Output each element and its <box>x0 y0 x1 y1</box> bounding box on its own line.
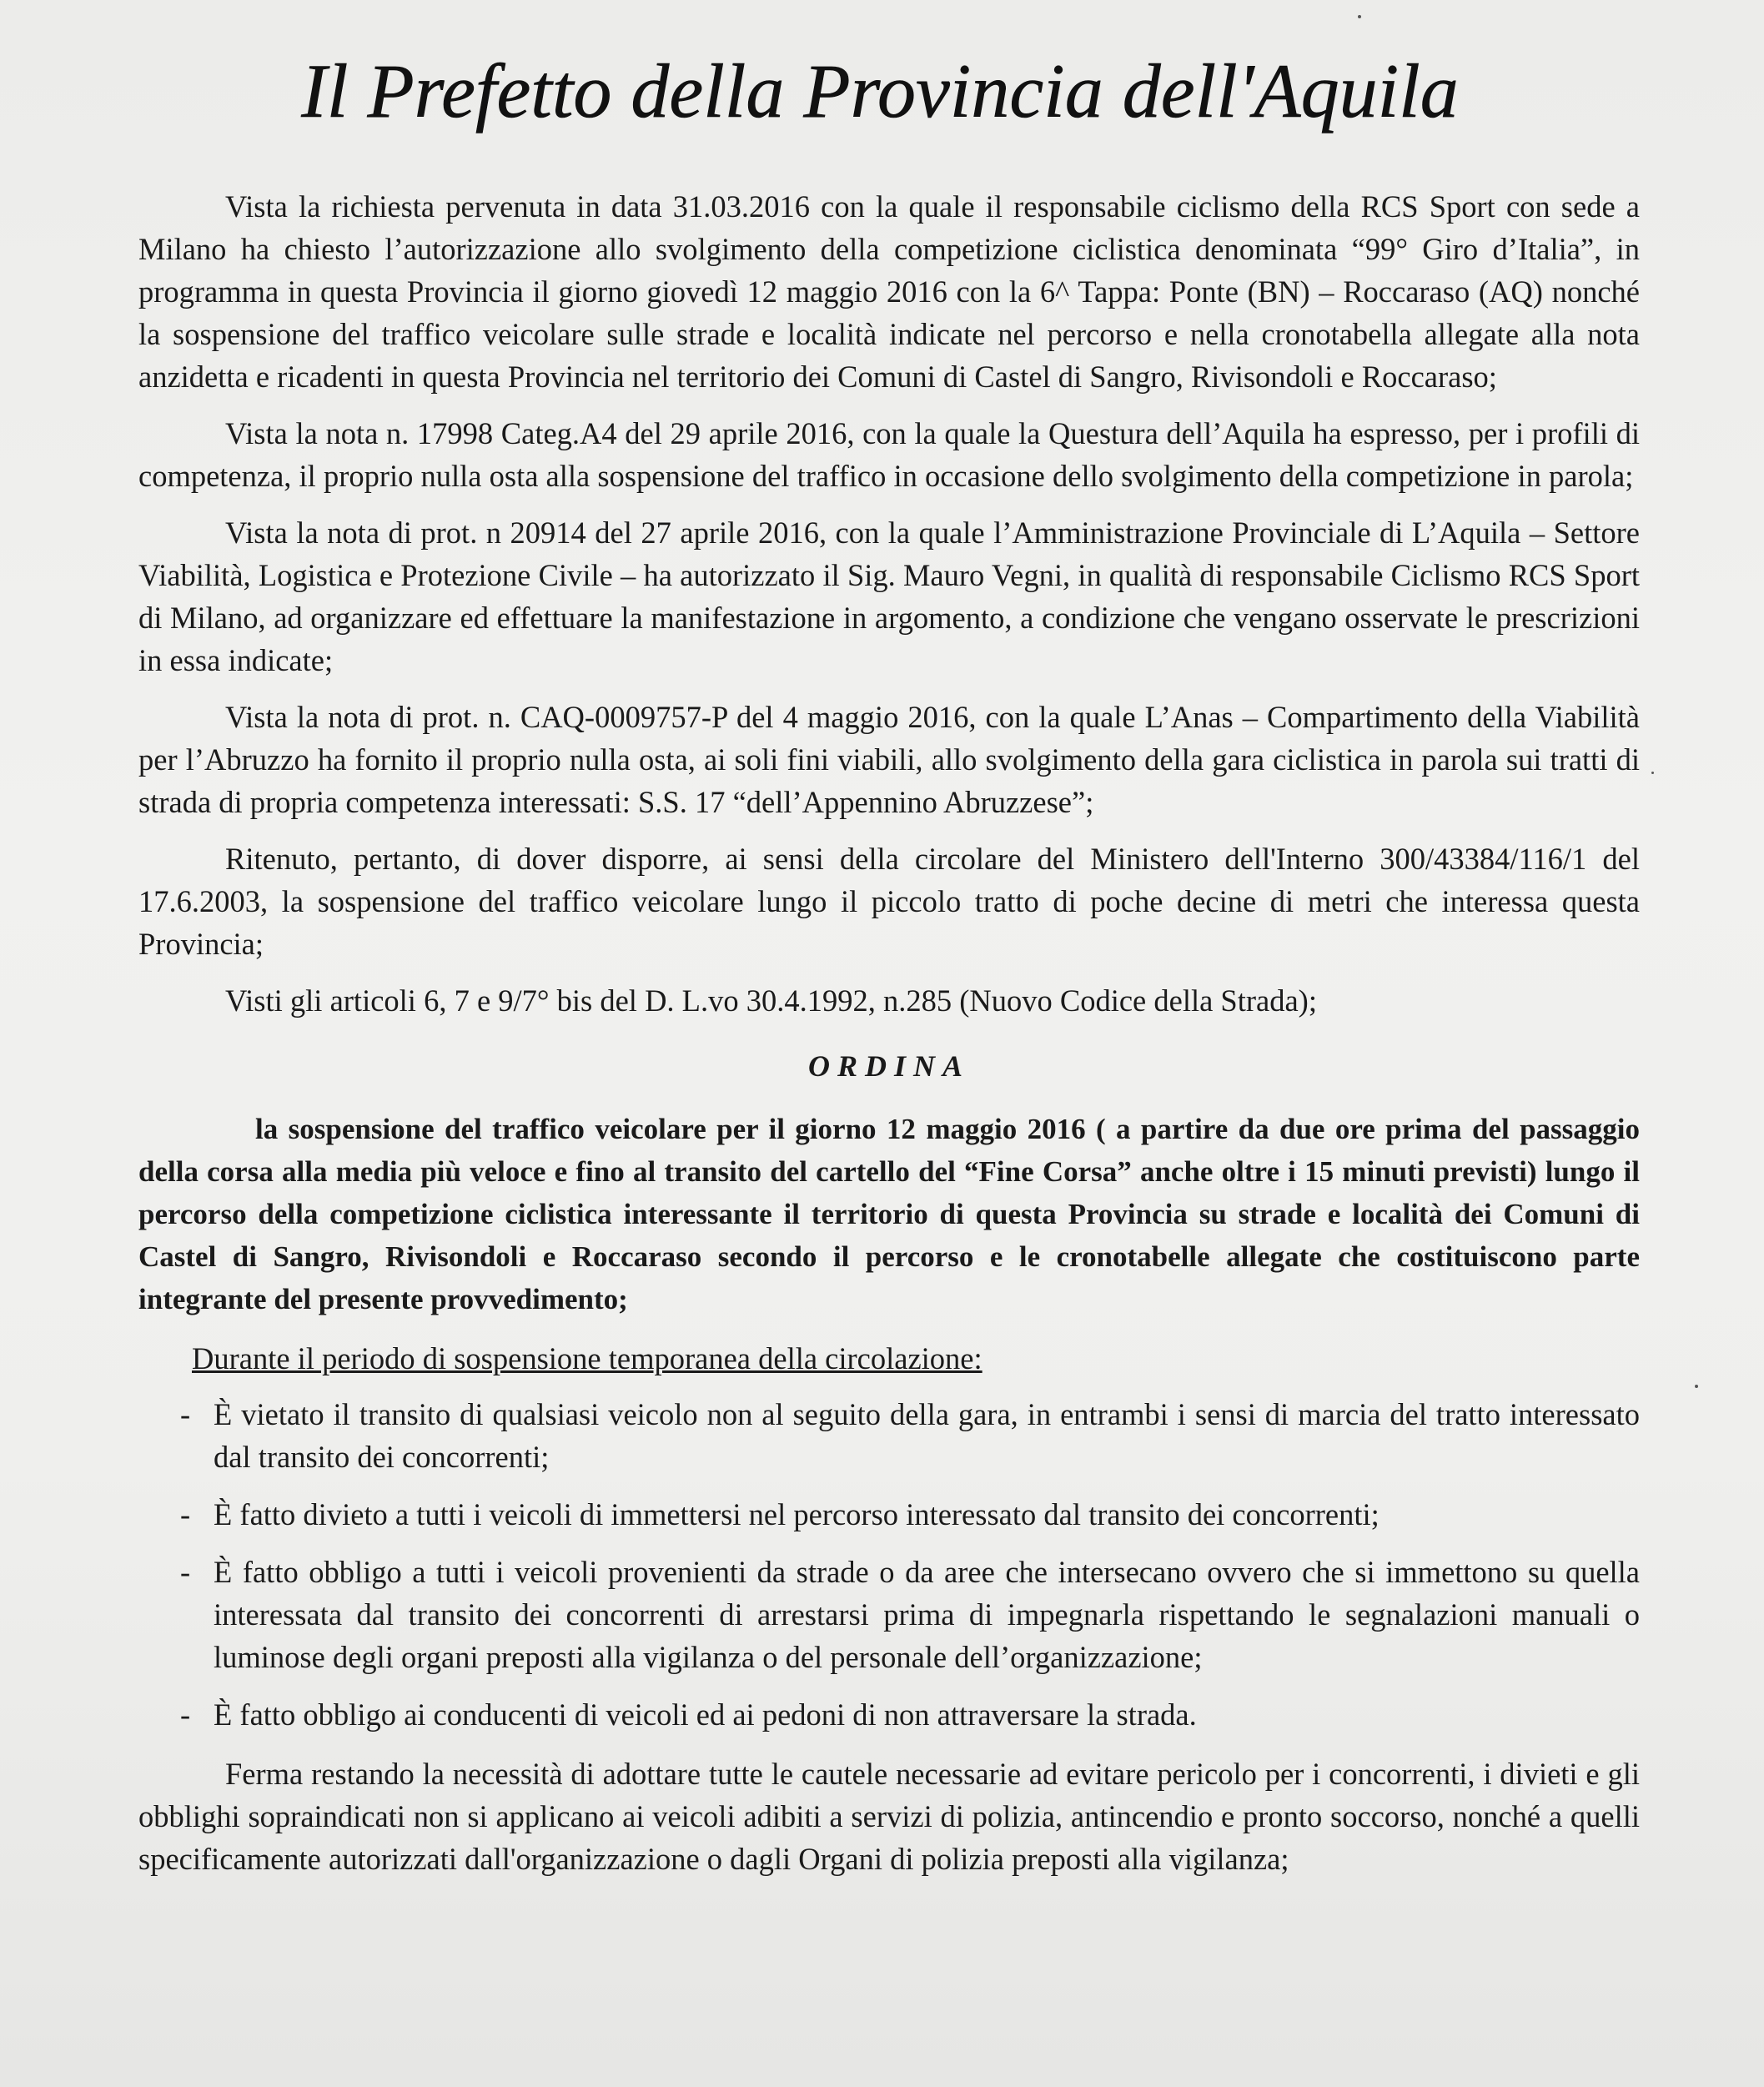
paragraph-amministrazione: Vista la nota di prot. n 20914 del 27 aprile 2016, con la quale l’Amministrazione Provinciale di L’Aquila – Settore Viabilità, Logistica e Protezione Civile – ha autorizzato il Sig. Mauro Vegni, in qualità di responsabile Ciclismo RCS Sport di Milano, ad organizzare ed effettuare la manifestazione in argomento, a condizione che vengano osservate le prescrizioni in essa indicate; <box>138 515 1640 677</box>
list-item <box>180 1393 1640 1478</box>
bullet-dash: - <box>180 1397 191 1431</box>
list-item <box>180 1493 1640 1536</box>
bullet-dash: - <box>180 1697 191 1732</box>
paper-speck <box>1695 1385 1698 1388</box>
document-body <box>138 185 1640 1911</box>
ordina-text: la sospensione del traffico veicolare per il giorno 12 maggio 2016 ( a partire da due ore prima del passaggio della corsa alla media più veloce e fino al transito del cartello del “Fine Corsa” anche oltre i 15 minuti previsti) lungo il percorso della competizione ciclistica interessante il territorio di questa Provincia su strade e località dei Comuni di Castel di Sangro, Rivisondoli e Roccaraso secondo il percorso e le cronotabelle allegate che costituiscono parte integrante del presente provvedimento; <box>138 1113 1640 1315</box>
list-item-text: È fatto obbligo a tutti i veicoli provenienti da strade o da aree che intersecano ovvero che si immettono su quella interessata dal transito dei concorrenti di arrestarsi prima di impegnarla rispettando le segnalazioni manuali o luminose degli organi preposti alla vigilanza o del personale dell’organizzazione; <box>214 1555 1640 1674</box>
list-item <box>180 1551 1640 1678</box>
list-item-text: È vietato il transito di qualsiasi veicolo non al seguito della gara, in entrambi i sensi di marcia del tratto interessato dal transito dei concorrenti; <box>214 1397 1640 1474</box>
subheading: Durante il periodo di sospensione temporanea della circolazione: <box>192 1341 983 1375</box>
paragraph-ritenuto: Ritenuto, pertanto, di dover disporre, ai sensi della circolare del Ministero dell'Interno 300/43384/116/1 del 17.6.2003, la sospensione del traffico veicolare lungo il piccolo tratto di poche decine di metri che interessa questa Provincia; <box>138 842 1640 961</box>
paper-speck <box>1651 772 1654 774</box>
heading-text: Il Prefetto della Provincia dell'Aquila <box>301 48 1459 133</box>
bullet-dash: - <box>180 1555 191 1589</box>
paragraph-questura: Vista la nota n. 17998 Categ.A4 del 29 aprile 2016, con la quale la Questura dell’Aquila ha espresso, per i profili di competenza, il proprio nulla osta alla sospensione del traffico in occasione dello svolgimento della competizione in parola; <box>138 416 1640 493</box>
list-item-text: È fatto divieto a tutti i veicoli di immettersi nel percorso interessato dal transito dei concorrenti; <box>214 1497 1380 1531</box>
paragraph-anas: Vista la nota di prot. n. CAQ-0009757-P del 4 maggio 2016, con la quale L’Anas – Compartimento della Viabilità per l’Abruzzo ha fornito il proprio nulla osta, ai soli fini viabili, allo svolgimento della gara ciclistica in parola sui tratti di strada di propria competenza interessati: S.S. 17 “dell’Appennino Abruzzese”; <box>138 700 1640 819</box>
prohibitions-list <box>138 1393 1640 1736</box>
paragraph-visti: Visti gli articoli 6, 7 e 9/7° bis del D. L.vo 30.4.1992, n.285 (Nuovo Codice della Strada); <box>225 983 1317 1018</box>
paragraph-richiesta: Vista la richiesta pervenuta in data 31.03.2016 con la quale il responsabile ciclismo della RCS Sport con sede a Milano ha chiesto l’autorizzazione allo svolgimento della competizione ciclistica denominata “99° Giro d’Italia”, in programma in questa Provincia il giorno giovedì 12 maggio 2016 con la 6^ Tappa: Ponte (BN) – Roccaraso (AQ) nonché la sospensione del traffico veicolare sulle strade e località indicate nel percorso e nella cronotabella allegate alla nota anzidetta e ricadenti in questa Provincia nel territorio dei Comuni di Castel di Sangro, Rivisondoli e Roccaraso; <box>138 189 1640 394</box>
paper-speck <box>1358 15 1361 18</box>
list-item-text: È fatto obbligo ai conducenti di veicoli ed ai pedoni di non attraversare la strada. <box>214 1697 1197 1732</box>
closing-paragraph: Ferma restando la necessità di adottare tutte le cautele necessarie ad evitare pericolo per i concorrenti, i divieti e gli obblighi sopraindicati non si applicano ai veicoli adibiti a servizi di polizia, antincendio e pronto soccorso, nonché a quelli specificamente autorizzati dall'organizzazione o dagli Organi di polizia preposti alla vigilanza; <box>138 1757 1640 1876</box>
ordina-title: ORDINA <box>807 1049 971 1083</box>
list-item <box>180 1693 1640 1736</box>
document-heading <box>275 33 1485 158</box>
bullet-dash: - <box>180 1497 191 1531</box>
